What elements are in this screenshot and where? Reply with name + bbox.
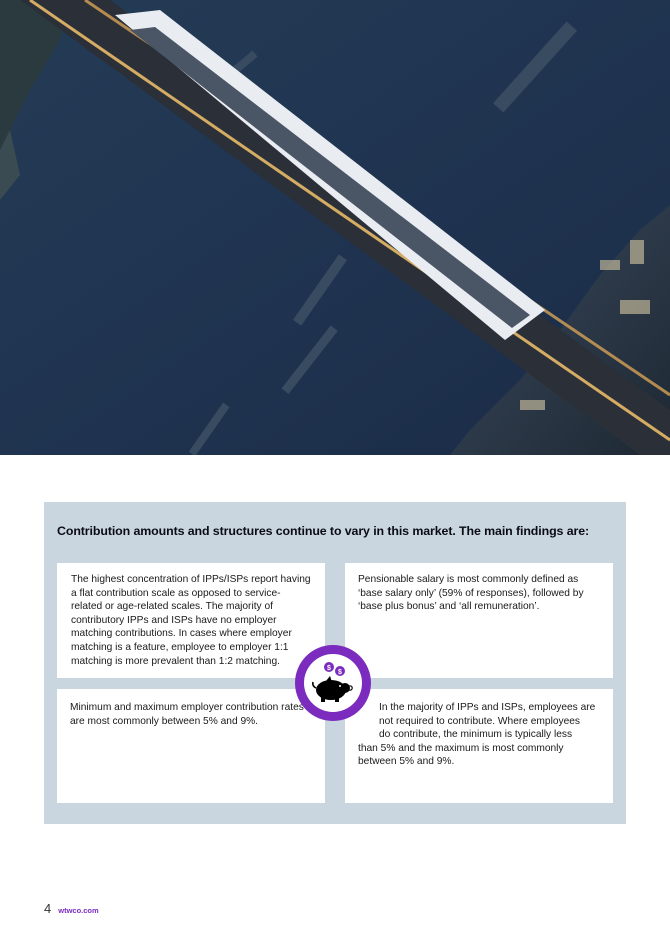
aerial-bridge-image (0, 0, 670, 455)
finding-card-pensionable-salary (345, 563, 613, 678)
coin-symbol: $ (327, 665, 331, 672)
panel-title: Contribution amounts and structures continue to vary in this market. The main findings are: (57, 524, 590, 538)
piggy-bank-icon (304, 654, 362, 712)
site-link[interactable]: wtwco.com (58, 906, 99, 915)
hero-photo (0, 0, 670, 455)
page-number: 4 (44, 901, 52, 916)
badge-inner-circle (304, 654, 362, 712)
finding-card-employee-contributions (345, 689, 613, 803)
coin-symbol: $ (338, 669, 342, 676)
finding-text: Pensionable salary is most commonly defined as ‘base salary only’ (59% of responses), followed by ‘base plus bonus’ and ‘all remuneration’. (358, 574, 584, 613)
findings-panel (44, 502, 626, 824)
finding-text-line: not required to contribute. Where employees (379, 715, 581, 727)
finding-text-line: than 5% and the maximum is most commonly (358, 742, 564, 754)
finding-text-line: In the majority of IPPs and ISPs, employees are (379, 702, 596, 713)
finding-card-contribution-scale (57, 563, 325, 678)
finding-text-line: do contribute, the minimum is typically less (379, 729, 573, 741)
finding-text-line: between 5% and 9%. (358, 756, 455, 768)
finding-text: The highest concentration of IPPs/ISPs report having a flat contribution scale as opposed to service-related or age-related scales. The majority of contributory IPPs and ISPs have no employer matching contributions. In cases where employer matching is a feature, employee to employer 1:1 matching is more prevalent than 1:2 matching. (71, 574, 311, 667)
page-footer (44, 901, 99, 916)
finding-text: Minimum and maximum employer contribution rates are most commonly between 5% and 9%. (70, 702, 304, 727)
finding-card-employer-rates (57, 689, 325, 803)
piggy-bank-badge (295, 645, 371, 721)
